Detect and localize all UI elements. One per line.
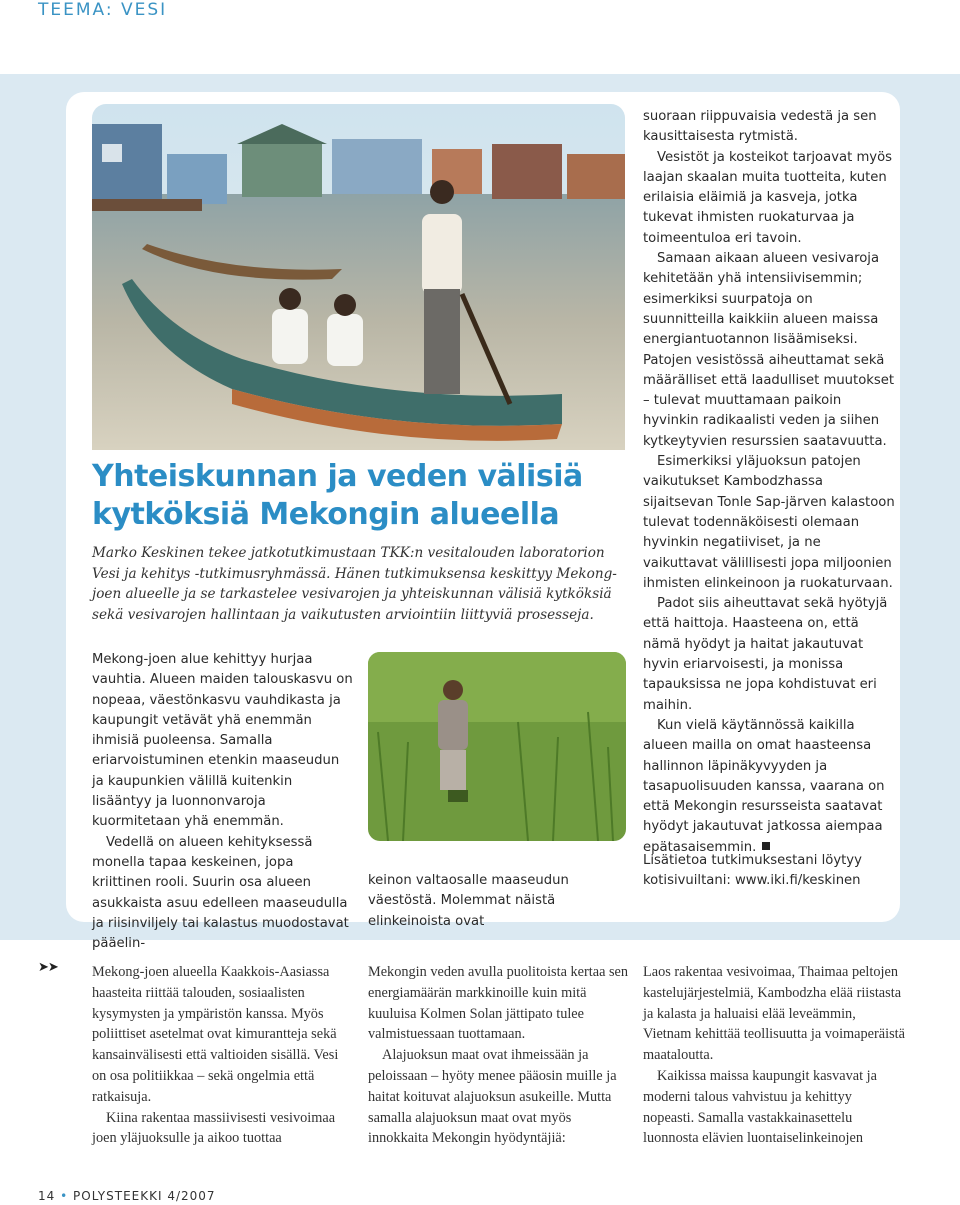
lower-column-3 <box>643 962 905 1149</box>
paragraph: suoraan riippuvaisia vedestä ja sen kausittaisesta rytmistä. <box>643 109 877 145</box>
paragraph: Mekong-joen alue kehittyy hurjaa vauhtia. Alueen maiden talouskasvu on nopeaa, väestönkasvu vauhdikasta ja kaupungit vetävät yhä enemmän ihmisiä puoleensa. Samalla eriarvoistuminen etenkin maaseudun ja kaupunkien välillä kuitenkin lisääntyy ja luonnonvaroja kuormitetaan yhä enemmän. <box>92 652 353 830</box>
paragraph: Laos rakentaa vesivoimaa, Thaimaa peltojen kastelujärjestelmiä, Kambodzha elää riistasta ja kalasta ja haluaisi elää leveämmin, Vietnam kehittää teollisuutta ja voimaperäistä maataloutta. <box>643 964 905 1064</box>
paragraph: Vesistöt ja kosteikot tarjoavat myös laajan skaalan muita tuotteita, kuten erilaisia eläimiä ja kasveja, jotka tukevat ihmisten ruokaturvaa ja toimeentuloa eri tavoin. <box>643 149 893 246</box>
lower-column-1 <box>92 962 354 1149</box>
rice-field-illustration <box>368 652 626 841</box>
article-headline <box>92 458 632 534</box>
paragraph: Kiina rakentaa massiivisesti vesivoimaa joen yläjuoksulle ja aikoo tuottaa <box>92 1109 336 1147</box>
article-lead: Marko Keskinen tekee jatkotutkimustaan TKK:n vesitalouden laboratorion Vesi ja kehitys -tutkimusryhmässä. Hänen tutkimuksensa keskittyy Mekong-joen alueelle ja se tarkastelee vesivarojen ja yhteiskunnan välisiä kytköksiä sekä vesivarojen hallintaan ja vaikutusten arviointiin liittyviä prosesseja. <box>92 545 617 623</box>
boat-photo <box>92 104 625 450</box>
paragraph: Padot siis aiheuttavat sekä hyötyjä että haittoja. Haasteena on, että nämä hyödyt ja haitat jakautuvat hyvin eriarvoisesti, ja monissa tapauksissa ne jopa kohdistuvat eri maihin. <box>643 596 888 713</box>
section-theme-label: TEEMA: VESI <box>38 0 168 20</box>
headline-line-1: Yhteiskunnan ja veden välisiä <box>92 459 583 494</box>
footer-bullet-icon: • <box>60 1189 69 1203</box>
publication-name: POLYSTEEKKI 4/2007 <box>73 1189 216 1203</box>
double-arrow-icon: ➤➤ <box>38 960 58 975</box>
paragraph: keinon valtaosalle maaseudun väestöstä. Molemmat näistä elinkeinoista ovat <box>368 873 569 929</box>
page-footer <box>38 1189 216 1203</box>
end-mark-square-icon <box>762 842 770 850</box>
paragraph: Mekongin veden avulla puolitoista kertaa sen energiamäärän markkinoille kuin mitä kuuluisa Kolmen Solan jättipato tulee valmistuessaan tuottamaan. <box>368 964 629 1043</box>
paragraph-text: Kun vielä käytännössä kaikilla alueen mailla on omat haasteensa hallinnon läpinäkyvyyden ja tasapuolisuuden kanssa, vaarana on että Mekongin resursseista saatavat hyödyt jakautuvat jatkossa aiempaa epätasaisemmin. <box>643 717 885 855</box>
paragraph-last <box>643 716 895 858</box>
article-column-1 <box>92 650 354 954</box>
more-info <box>643 851 895 892</box>
headline-line-2: kytköksiä Mekongin alueella <box>92 497 560 532</box>
rice-field-photo <box>368 652 626 841</box>
article-column-2 <box>368 871 628 932</box>
paragraph: Samaan aikaan alueen vesivaroja kehitetään yhä intensiivisemmin; esimerkiksi suurpatoja on suunnitteilla kaikkiin alueen maissa energiantuotannon lisäämiseksi. Patojen vesistössä aiheuttamat sekä määrälliset että laadulliset muutokset – tulevat muuttamaan paikoin hyvinkin radikaalisti veden ja siihen kytkeytyvien resurssien saatavuutta. <box>643 251 895 449</box>
paragraph: Esimerkiksi yläjuoksun patojen vaikutukset Kambodzhassa sijaitsevan Tonle Sap-järven kalastoon tulevat todennäköisesti olemaan hyvinkin negatiiviset, ja ne vaikuttavat välillisesti jopa miljoonien ihmisten elinkeinoon ja ruokaturvaan. <box>643 454 895 591</box>
paragraph: Kaikissa maissa kaupungit kasvavat ja moderni talous vahvistuu ja kehittyy nopeasti. Samalla vastakkainasettelu luonnosta elävien luontaiselinkeinojen <box>643 1067 877 1147</box>
paragraph: Vedellä on alueen kehityksessä monella tapaa keskeinen, jopa kriittinen rooli. Suurin osa alueen asukkaista asuu edelleen maaseudulla ja riisinviljely tai kalastus muodostavat pääelin- <box>92 834 349 952</box>
page-number: 14 <box>38 1189 56 1203</box>
lower-column-2 <box>368 962 630 1149</box>
paragraph: Alajuoksun maat ovat ihmeissään ja peloissaan – hyöty menee pääosin muille ja haitat koituvat alajuoksun asukeille. Mutta samalla alajuoksun maat ovat myös innokkaita Mekongin hyödyntäjiä: <box>368 1047 617 1147</box>
paragraph: Mekong-joen alueella Kaakkois-Aasiassa haasteita riittää talouden, sosiaalisten kysymysten ja ympäristön kanssa. Myös poliittiset asetelmat ovat kimuranttejа sekä kansainvälisesti että valtioiden sisällä. Vesi on osa politiikkaa – sekä ongelmia että ratkaisuja. <box>92 964 339 1105</box>
article-column-3 <box>643 107 895 858</box>
more-info-text: Lisätietoa tutkimuksestani löytyy kotisivuiltani: www.iki.fi/keskinen <box>643 853 862 889</box>
boat-photo-illustration <box>92 104 625 450</box>
